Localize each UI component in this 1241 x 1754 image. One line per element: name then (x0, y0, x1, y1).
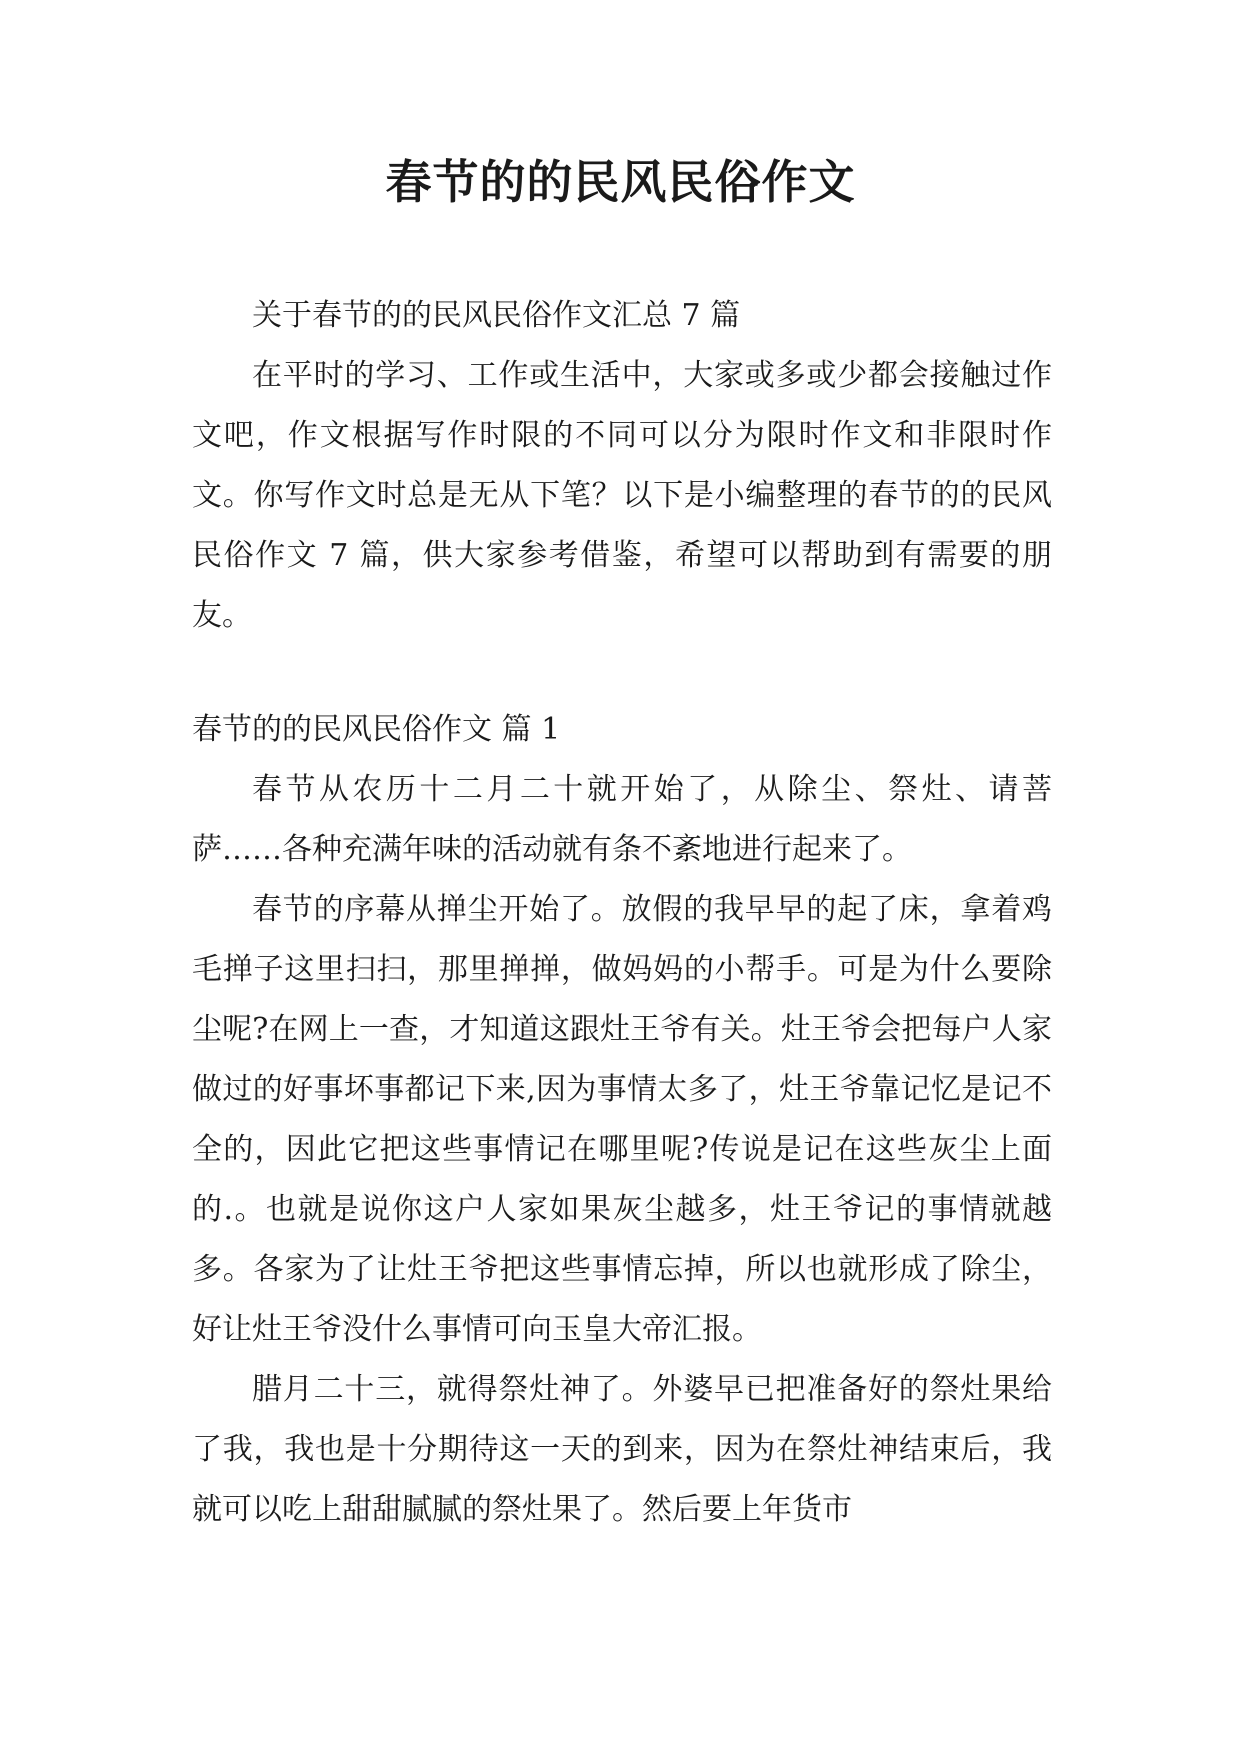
section-1 (192, 700, 1052, 1540)
intro-subtitle: 关于春节的的民风民俗作文汇总 7 篇 (252, 298, 741, 333)
section-paragraph-2: 春节的序幕从掸尘开始了。放假的我早早的起了床，拿着鸡毛掸子这里扫扫，那里掸掸，做妈妈的小帮手。可是为什么要除尘呢?在网上一查，才知道这跟灶王爷有关。灶王爷会把每户人家做过的好事坏事都记下来,因为事情太多了，灶王爷靠记忆是记不全的，因此它把这些事情记在哪里呢?传说是记在这些灰尘上面的.。也就是说你这户人家如果灰尘越多，灶王爷记的事情就越多。各家为了让灶王爷把这些事情忘掉，所以也就形成了除尘，好让灶王爷没什么事情可向玉皇大帝汇报。 (192, 892, 1052, 1347)
intro-paragraph: 在平时的学习、工作或生活中，大家或多或少都会接触过作文吧，作文根据写作时限的不同可以分为限时作文和非限时作文。你写作文时总是无从下笔？以下是小编整理的春节的的民风民俗作文 7 篇，供大家参考借鉴，希望可以帮助到有需要的朋友。 (192, 358, 1052, 633)
section-paragraph-1: 春节从农历十二月二十就开始了，从除尘、祭灶、请菩萨……各种充满年味的活动就有条不紊地进行起来了。 (192, 772, 1052, 867)
document-title: 春节的的民风民俗作文 (385, 155, 856, 209)
section-paragraph-3: 腊月二十三，就得祭灶神了。外婆早已把准备好的祭灶果给了我，我也是十分期待这一天的到来，因为在祭灶神结束后，我就可以吃上甜甜腻腻的祭灶果了。然后要上年货市 (192, 1372, 1052, 1527)
intro-block (192, 286, 1052, 646)
section-heading: 春节的的民风民俗作文 篇 1 (192, 712, 561, 747)
